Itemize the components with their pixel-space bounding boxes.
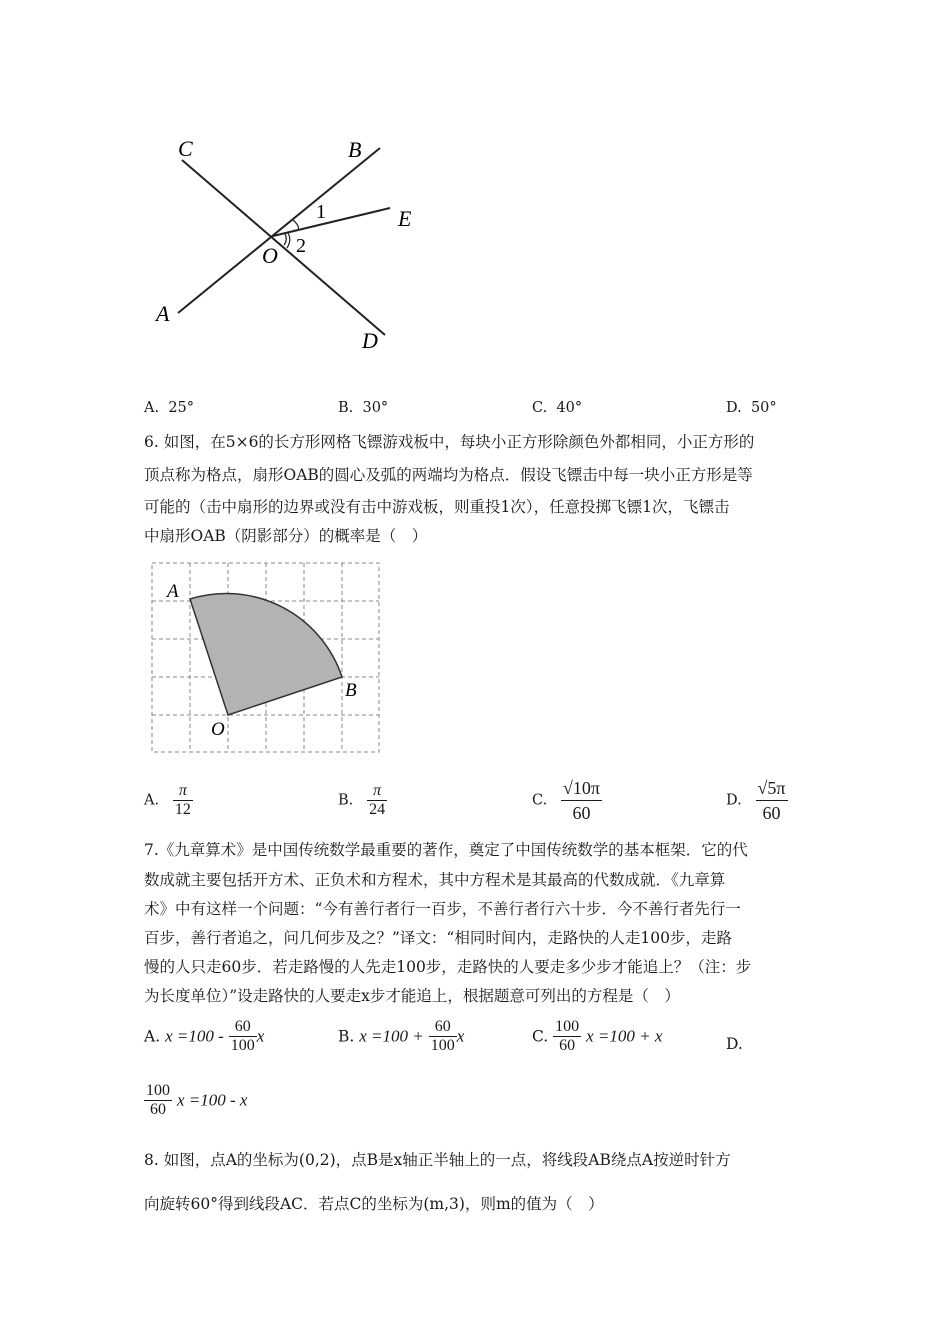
- label-2: 2: [296, 235, 306, 257]
- fraction: $\frac{\pi}{24}$: [369, 782, 386, 818]
- label-E: E: [398, 206, 412, 231]
- q7-option-a[interactable]: A. x =100 - $\frac{60}{100}$ x: [144, 1018, 265, 1054]
- label-D: D: [362, 328, 378, 353]
- fraction: $\frac{√10\pi}{60}$: [563, 778, 600, 823]
- q6-line-2: 顶点称为格点，扇形OAB的圆心及弧的两端均为格点．假设飞镖击中每一块小正方形是等: [144, 466, 753, 484]
- q7-line-5: 慢的人只走60步．若走路慢的人先走100步，走路快的人要走多少步才能追上？（注：步: [144, 958, 752, 976]
- label-B: B: [345, 680, 357, 701]
- fraction: $\frac{60}{100}$: [430, 1018, 455, 1054]
- angle-2-arc: [287, 233, 290, 248]
- label-C: C: [178, 136, 193, 161]
- label-B: B: [348, 137, 362, 162]
- angle-2-arc-inner: [284, 234, 286, 245]
- sector-OAB: [190, 593, 342, 715]
- q5-option-c[interactable]: C. 40°: [532, 400, 583, 416]
- q7-option-b[interactable]: B. x =100 + $\frac{60}{100}$ x: [338, 1018, 465, 1054]
- fraction: $\frac{\pi}{12}$: [174, 782, 191, 818]
- label-1: 1: [316, 201, 326, 223]
- q8-line-1: 8. 如图，点A的坐标为(0,2)，点B是x轴正半轴上的一点，将线段AB绕点A按逆时针方: [144, 1151, 731, 1169]
- label-A: A: [167, 581, 179, 602]
- q7-option-d[interactable]: $\frac{100}{60}$ x =100 - x: [146, 1082, 248, 1118]
- q6-grid-figure: [140, 555, 390, 760]
- q6-option-b[interactable]: B. $\frac{\pi}{24}$: [338, 782, 386, 818]
- q7-line-3: 术》中有这样一个问题：“今有善行者行一百步，不善行者行六十步．今不善行者先行一: [144, 900, 741, 918]
- q5-option-a[interactable]: A. 25°: [144, 400, 195, 416]
- q7-line-6: 为长度单位）”设走路快的人要走x步才能追上，根据题意可列出的方程是（ ）: [144, 987, 680, 1005]
- fraction: $\frac{60}{100}$: [230, 1018, 255, 1054]
- label-A: A: [156, 301, 170, 326]
- angle-1-arc: [293, 220, 298, 230]
- q6-line-1: 6. 如图，在5×6的长方形网格飞镖游戏板中，每块小正方形除颜色外都相同，小正方形的: [144, 433, 755, 451]
- q7-line-2: 数成就主要包括开方术、正负术和方程术，其中方程术是其最高的代数成就．《九章算: [144, 871, 726, 889]
- q6-option-d[interactable]: D. $\frac{√5\pi}{60}$: [726, 778, 786, 823]
- q6-line-4: 中扇形OAB（阴影部分）的概率是（ ）: [144, 527, 428, 545]
- fraction: $\frac{100}{60}$: [555, 1018, 580, 1054]
- q6-line-3: 可能的（击中扇形的边界或没有击中游戏板，则重投1次），任意投掷飞镖1次，飞镖击: [144, 498, 730, 516]
- q7-option-d-letter[interactable]: D.: [726, 1035, 743, 1053]
- line-AB: [178, 148, 380, 313]
- q7-option-c[interactable]: C. $\frac{100}{60}$ x =100 + x: [532, 1018, 663, 1054]
- q8-line-2: 向旋转60°得到线段AC．若点C的坐标为(m,3)，则m的值为（ ）: [144, 1195, 604, 1213]
- q5-option-b[interactable]: B. 30°: [338, 400, 389, 416]
- line-CD: [182, 160, 385, 335]
- q7-line-4: 百步，善行者追之，问几何步及之？”译文：“相同时间内，走路快的人走100步，走路: [144, 929, 732, 947]
- q5-angle-figure: [140, 130, 440, 360]
- q6-option-a[interactable]: A. $\frac{\pi}{12}$: [144, 782, 191, 818]
- label-O: O: [211, 719, 225, 740]
- label-O: O: [262, 243, 278, 268]
- q7-line-1: 7.《九章算术》是中国传统数学最重要的著作，奠定了中国传统数学的基本框架．它的代: [144, 841, 748, 859]
- fraction: $\frac{100}{60}$: [146, 1082, 170, 1118]
- q5-option-d[interactable]: D. 50°: [726, 400, 777, 416]
- q6-option-c[interactable]: C. $\frac{√10\pi}{60}$: [532, 778, 600, 823]
- fraction: $\frac{√5\pi}{60}$: [757, 778, 786, 823]
